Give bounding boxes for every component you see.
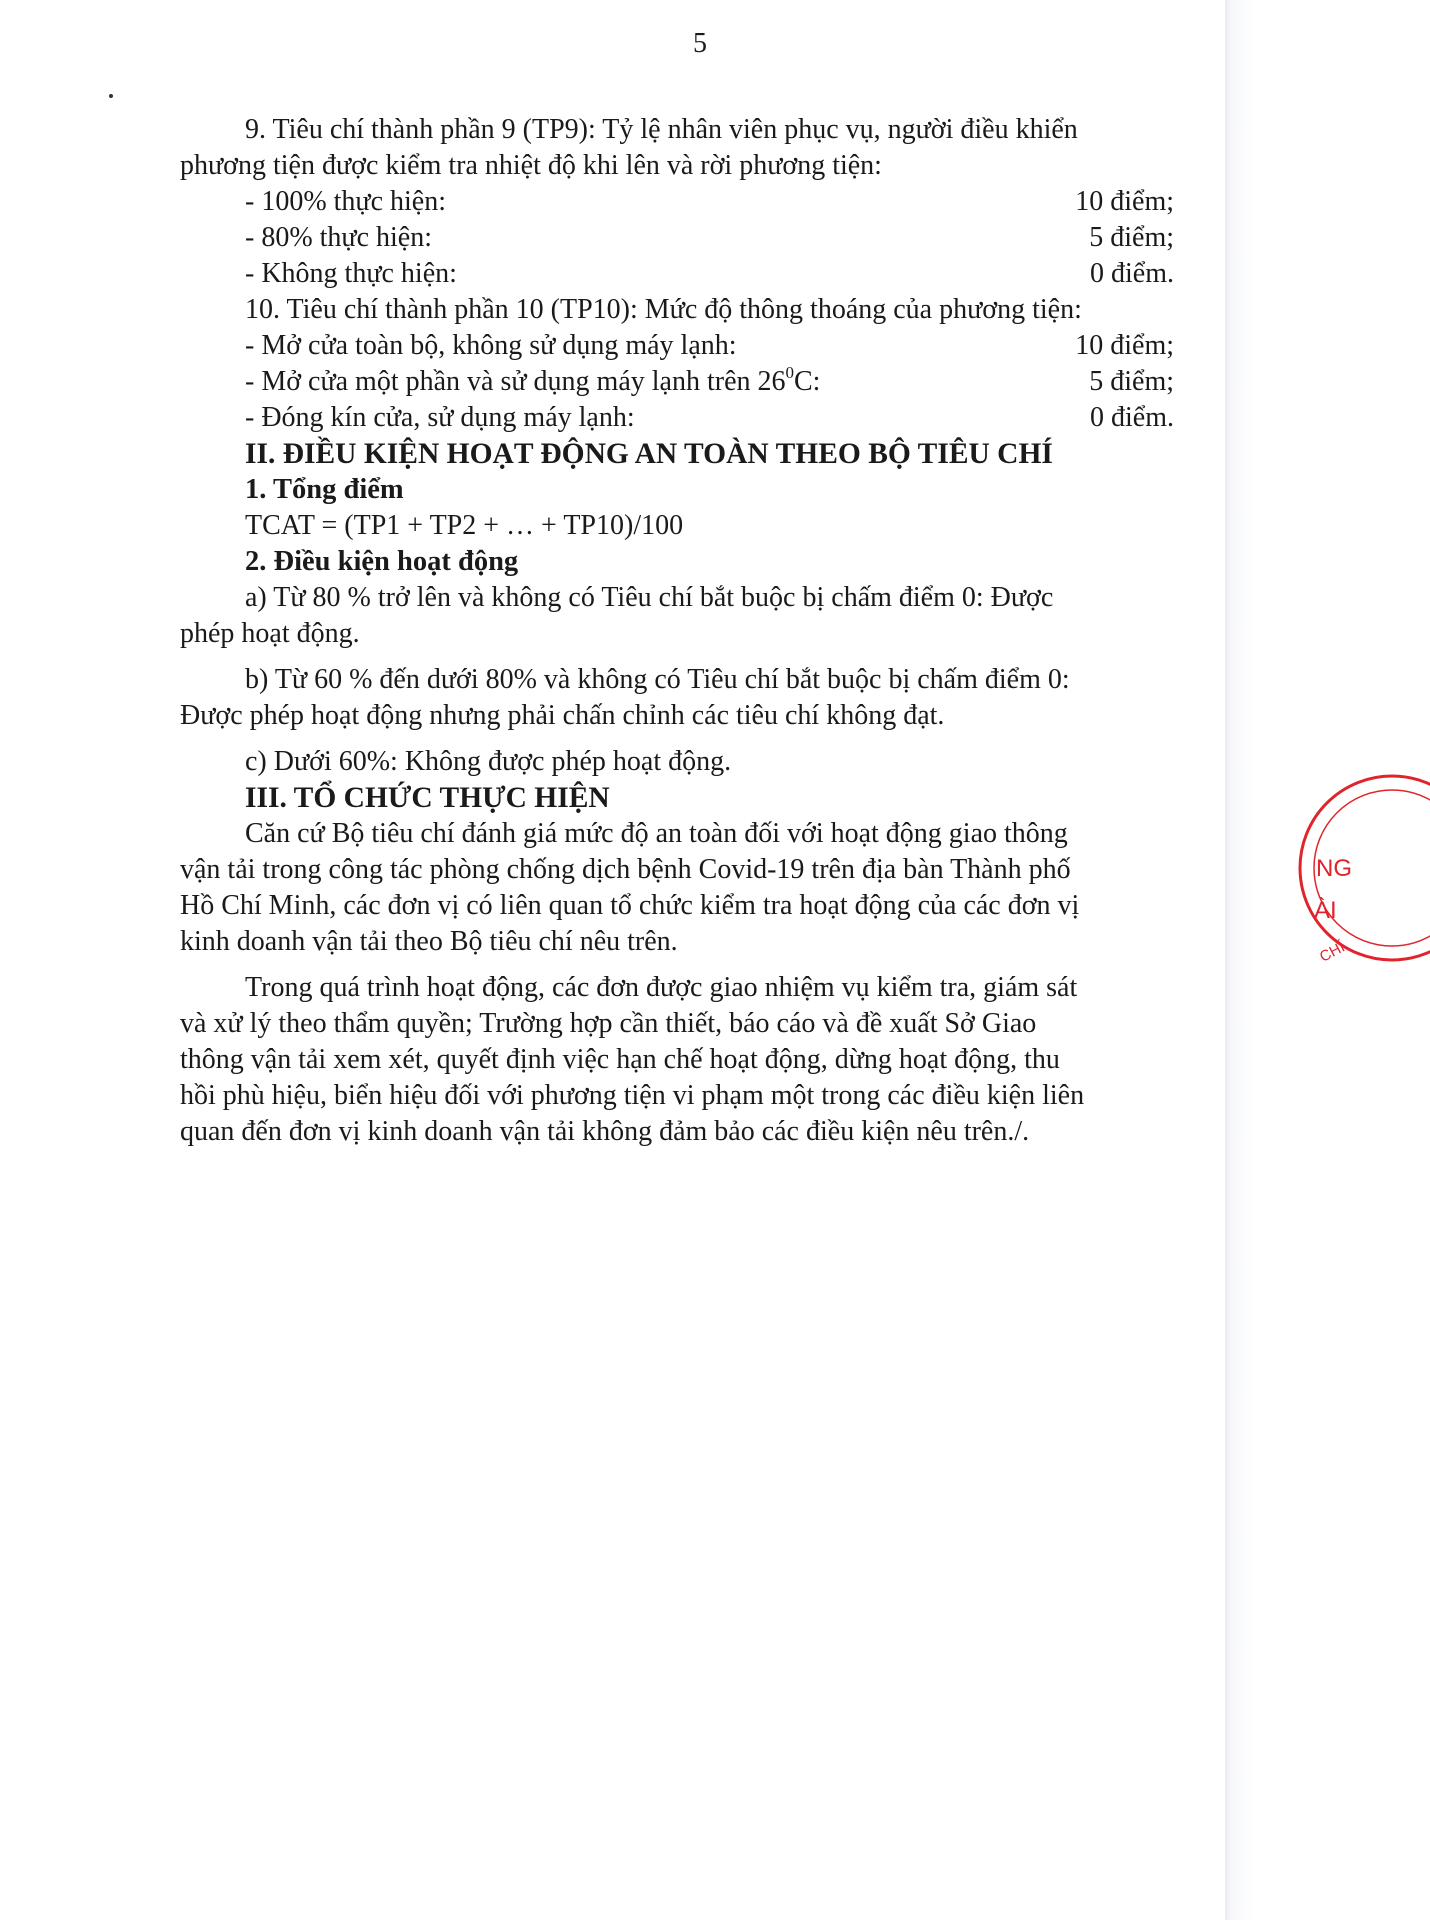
- tp9-item-points: 0 điểm.: [1090, 258, 1174, 289]
- degree-superscript: 0: [785, 363, 794, 382]
- section-2-sub2-heading: 2. Điều kiện hoạt động: [245, 546, 519, 577]
- section-3-para2-line: quan đến đơn vị kinh doanh vận tải không đảm bảo các điều kiện nêu trên./.: [180, 1116, 1030, 1147]
- stamp-text-fragment: CHÍ: [1316, 938, 1348, 966]
- tp9-item: [180, 184, 1220, 220]
- tp9-item-label: - 100% thực hiện:: [245, 186, 447, 217]
- condition-b-line2: Được phép hoạt động nhưng phải chấn chỉnh các tiêu chí không đạt.: [180, 700, 945, 731]
- condition-c: c) Dưới 60%: Không được phép hoạt động.: [245, 746, 732, 777]
- tp10-item-points: 10 điểm;: [1075, 330, 1174, 361]
- condition-b-line1: b) Từ 60 % đến dưới 80% và không có Tiêu chí bắt buộc bị chấm điểm 0:: [245, 664, 1070, 695]
- tp10-item-points: 0 điểm.: [1090, 402, 1174, 433]
- stamp-text-fragment: NG: [1316, 855, 1352, 882]
- condition-a-line1: a) Từ 80 % trở lên và không có Tiêu chí bắt buộc bị chấm điểm 0: Được: [245, 582, 1054, 613]
- section-3-para2-line: hồi phù hiệu, biển hiệu đối với phương tiện vi phạm một trong các điều kiện liên: [180, 1080, 1085, 1111]
- section-3-heading: III. TỔ CHỨC THỰC HIỆN: [245, 782, 610, 814]
- section-3-para1-line: vận tải trong công tác phòng chống dịch bệnh Covid-19 trên địa bàn Thành phố: [180, 854, 1071, 885]
- tp10-item-points: 5 điểm;: [1089, 366, 1174, 397]
- tp10-item-label-unit: C:: [794, 366, 821, 397]
- tp10-item-label: [245, 363, 821, 397]
- stamp-text-fragment: ÀI: [1314, 897, 1337, 924]
- tp9-item-label: - 80% thực hiện:: [245, 222, 433, 253]
- tp9-title-line1: 9. Tiêu chí thành phần 9 (TP9): Tỷ lệ nhân viên phục vụ, người điều khiển: [245, 114, 1078, 145]
- section-2-sub1-heading: 1. Tổng điểm: [245, 474, 404, 505]
- tp10-item-label-text: - Mở cửa một phần và sử dụng máy lạnh trên 26: [245, 366, 786, 397]
- red-stamp-seal: [1280, 768, 1430, 978]
- section-2-heading: II. ĐIỀU KIỆN HOẠT ĐỘNG AN TOÀN THEO BỘ TIÊU CHÍ: [245, 438, 1053, 470]
- scan-speck: [109, 94, 113, 98]
- tp9-item: [180, 220, 1220, 256]
- tp9-item-points: 5 điểm;: [1089, 222, 1174, 253]
- section-3-para1-line: kinh doanh vận tải theo Bộ tiêu chí nêu trên.: [180, 926, 678, 957]
- section-3-para2-line: Trong quá trình hoạt động, các đơn được giao nhiệm vụ kiểm tra, giám sát: [245, 972, 1078, 1003]
- spacer: [180, 960, 1220, 970]
- document-body: [180, 112, 1220, 1150]
- tp10-item: [180, 364, 1220, 400]
- section-3-para1-line: Căn cứ Bộ tiêu chí đánh giá mức độ an toàn đối với hoạt động giao thông: [245, 818, 1068, 849]
- section-3-para2-line: thông vận tải xem xét, quyết định việc hạn chế hoạt động, dừng hoạt động, thu: [180, 1044, 1060, 1075]
- spacer: [180, 734, 1220, 744]
- tp9-item: [180, 256, 1220, 292]
- tp10-item-label: - Đóng kín cửa, sử dụng máy lạnh:: [245, 402, 635, 433]
- tp9-title-line2: phương tiện được kiểm tra nhiệt độ khi lên và rời phương tiện:: [180, 150, 882, 181]
- tp9-item-points: 10 điểm;: [1075, 186, 1174, 217]
- total-score-formula: TCAT = (TP1 + TP2 + … + TP10)/100: [245, 510, 684, 541]
- tp10-title: 10. Tiêu chí thành phần 10 (TP10): Mức độ thông thoáng của phương tiện:: [245, 294, 1082, 325]
- tp10-item: [180, 328, 1220, 364]
- page-number: 5: [693, 28, 707, 59]
- section-3-para1-line: Hồ Chí Minh, các đơn vị có liên quan tổ chức kiểm tra hoạt động của các đơn vị: [180, 890, 1080, 921]
- tp10-item: [180, 400, 1220, 436]
- condition-a-line2: phép hoạt động.: [180, 618, 360, 649]
- section-3-para2-line: và xử lý theo thẩm quyền; Trường hợp cần thiết, báo cáo và đề xuất Sở Giao: [180, 1008, 1037, 1039]
- tp10-item-label: - Mở cửa toàn bộ, không sử dụng máy lạnh:: [245, 330, 737, 361]
- tp9-item-label: - Không thực hiện:: [245, 258, 457, 289]
- spacer: [180, 652, 1220, 662]
